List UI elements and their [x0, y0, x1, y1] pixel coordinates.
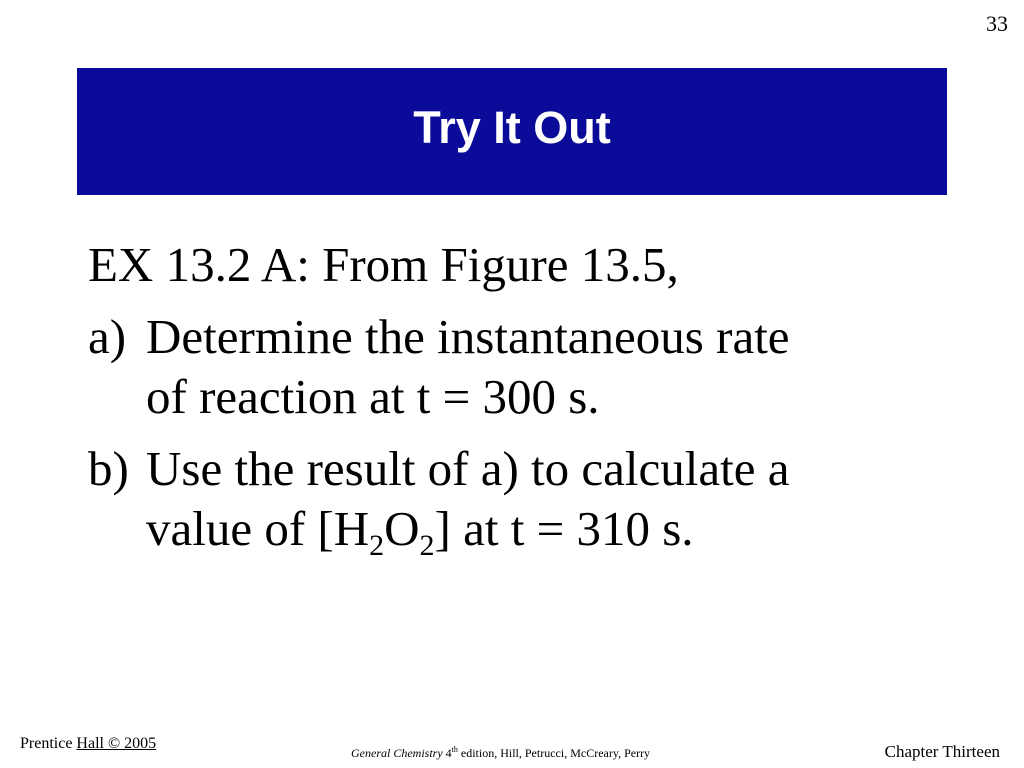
edition-number: 4 [445, 746, 452, 760]
item-b-line2-mid: O [384, 501, 420, 556]
item-b-line2-before: value of [H [146, 501, 370, 556]
item-marker-a: a) [88, 309, 127, 364]
item-marker-b: b) [88, 441, 129, 496]
item-b-line2-after: ] at t = 310 s. [434, 501, 694, 556]
edition-suffix: th [451, 745, 458, 754]
item-b-line1: Use the result of a) to calculate a [146, 441, 790, 496]
publisher-copyright: Hall © 2005 [76, 735, 157, 752]
footer-book-citation [351, 746, 650, 761]
slide-content [88, 235, 948, 571]
list-item-a [88, 307, 948, 427]
item-a-line1: Determine the instantaneous rate [146, 309, 790, 364]
subscript-h2: 2 [369, 529, 385, 562]
title-banner [77, 68, 947, 195]
book-title: General Chemistry [351, 746, 443, 760]
exercise-intro: EX 13.2 A: From Figure 13.5, [88, 237, 679, 292]
item-b-line2 [146, 499, 790, 562]
footer-publisher [20, 735, 156, 753]
item-a-line2: of reaction at t = 300 s. [146, 369, 600, 424]
page-number: 33 [986, 11, 1008, 36]
slide-title: Try It Out [413, 101, 611, 153]
subscript-o2: 2 [419, 529, 435, 562]
list-item-b [88, 439, 948, 562]
publisher-name: Prentice [20, 735, 73, 752]
edition-rest: edition, Hill, Petrucci, McCreary, Perry [457, 746, 651, 760]
item-body-a [146, 307, 790, 427]
footer-chapter: Chapter Thirteen [884, 742, 1000, 761]
item-body-b [146, 439, 790, 562]
